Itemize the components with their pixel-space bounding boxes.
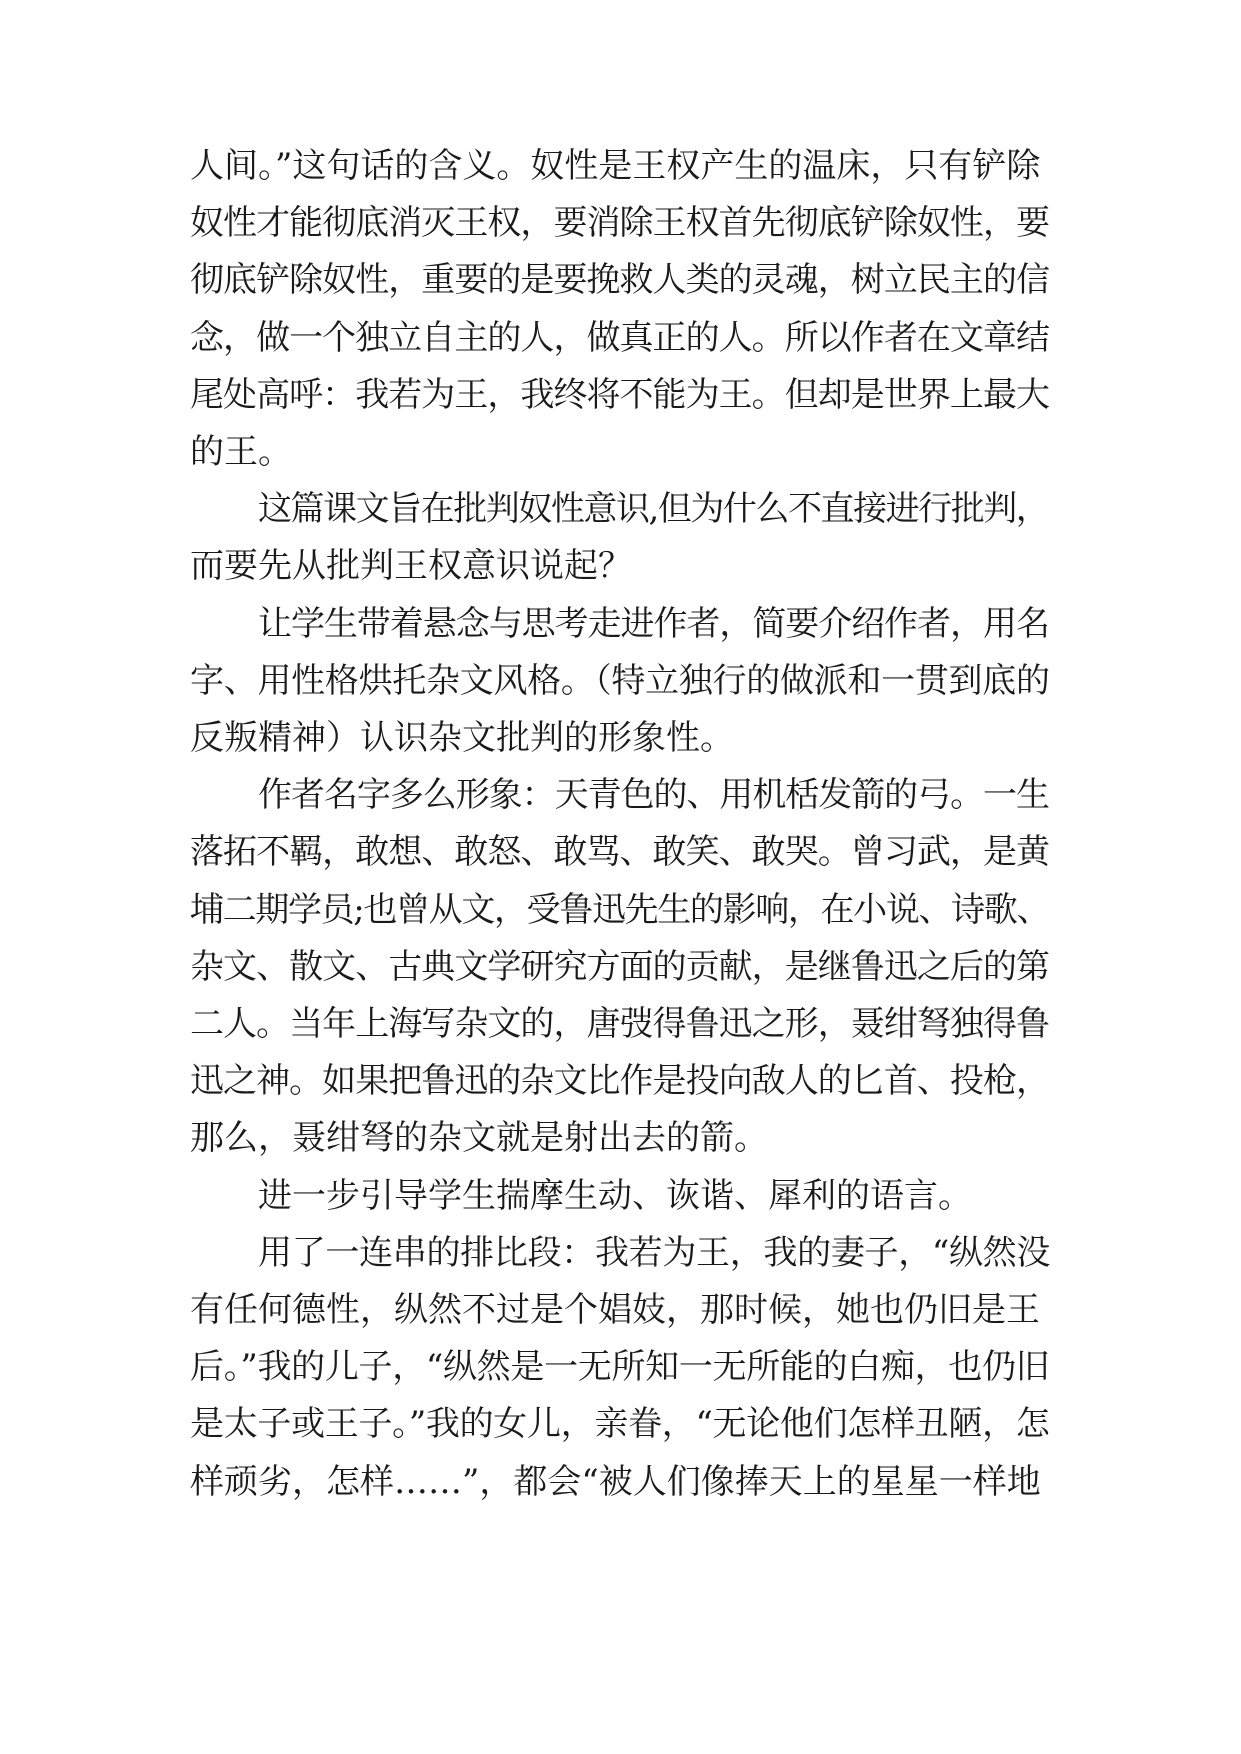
text-line: 用了一连串的排比段：我若为王，我的妻子，“纵然没 (258, 1232, 1051, 1273)
text-line: 有任何德性，纵然不过是个娼妓，那时候，她也仍旧是王 (190, 1290, 1040, 1330)
text-line: 埔二期学员;也曾从文，受鲁迅先生的影响，在小说、诗歌、 (190, 889, 1050, 930)
text-line: 进一步引导学生揣摩生动、诙谐、犀利的语言。 (258, 1175, 972, 1216)
text-line: 这篇课文旨在批判奴性意识,但为什么不直接进行批判， (258, 489, 1049, 530)
text-line: 二人。当年上海写杂文的，唐弢得鲁迅之形，聂绀弩独得鲁 (190, 1004, 1050, 1044)
text-line: 后。”我的儿子，“纵然是一无所知一无所能的白痴，也仍旧 (190, 1347, 1050, 1388)
text-line: 彻底铲除奴性，重要的是要挽救人类的灵魂，树立民主的信 (190, 260, 1050, 301)
text-line: 杂文、散文、古典文学研究方面的贡献，是继鲁迅之后的第 (190, 946, 1050, 987)
text-line: 作者名字多么形象：天青色的、用机栝发箭的弓。一生 (258, 775, 1049, 816)
text-line: 念，做一个独立自主的人，做真正的人。所以作者在文章结 (190, 317, 1050, 358)
text-line: 人间。”这句话的含义。奴性是王权产生的温床，只有铲除 (190, 146, 1041, 186)
text-line: 而要先从批判王权意识说起？ (190, 546, 632, 587)
text-line: 奴性才能彻底消灭王权，要消除王权首先彻底铲除奴性，要 (190, 203, 1050, 244)
text-line: 尾处高呼：我若为王，我终将不能为王。但却是世界上最大 (190, 374, 1050, 415)
text-line: 那么，聂绀弩的杂文就是射出去的箭。 (190, 1118, 768, 1159)
text-line: 落拓不羁，敢想、敢怒、敢骂、敢笑、敢哭。曾习武，是黄 (190, 832, 1050, 873)
text-line: 反叛精神）认识杂文批判的形象性。 (190, 718, 734, 758)
text-line: 迅之神。如果把鲁迅的杂文比作是投向敌人的匕首、投枪， (190, 1061, 1050, 1102)
text-line: 的王。 (190, 432, 292, 472)
text-line: 是太子或王子。”我的女儿，亲眷，“无论他们怎样丑陋，怎 (190, 1404, 1050, 1445)
text-line: 样顽劣，怎样……”，都会“被人们像捧天上的星星一样地 (190, 1461, 1041, 1502)
text-line: 字、用性格烘托杂文风格。（特立独行的做派和一贯到底的 (190, 660, 1050, 701)
text-line: 让学生带着悬念与思考走进作者，简要介绍作者，用名 (258, 603, 1049, 644)
